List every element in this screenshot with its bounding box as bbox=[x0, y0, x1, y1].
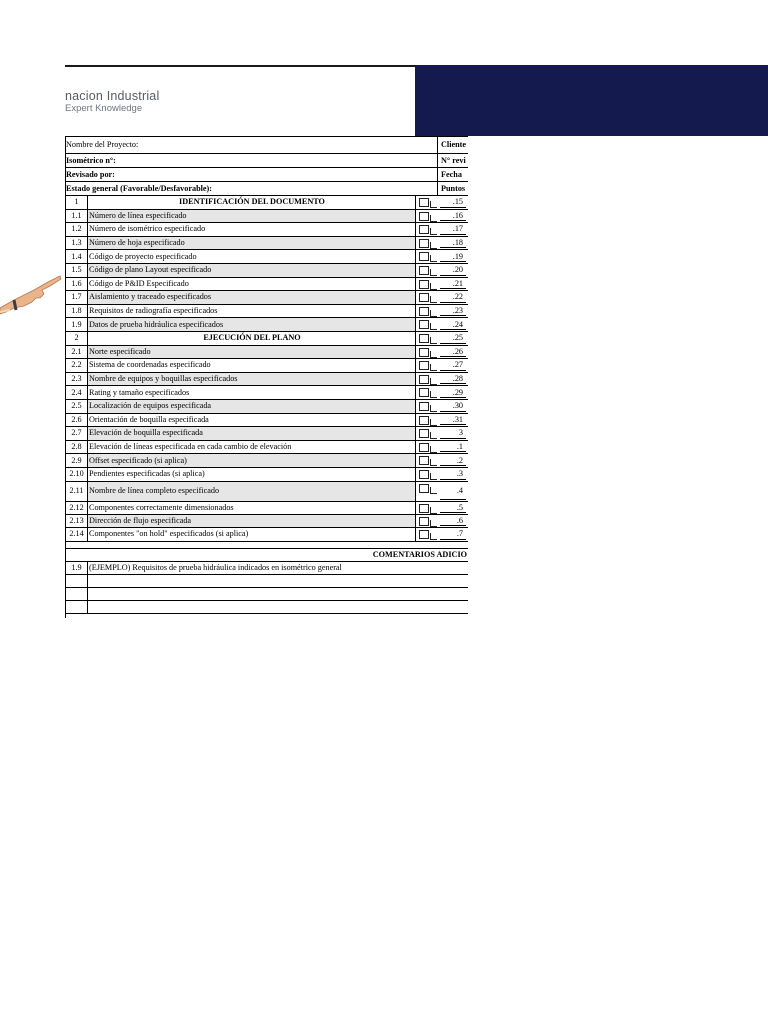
section-number: 1 bbox=[74, 197, 79, 207]
reference-underline bbox=[440, 207, 466, 208]
checkbox-tick-mark bbox=[430, 446, 437, 453]
item-number: 2.13 bbox=[69, 515, 84, 525]
reference-underline bbox=[440, 220, 466, 221]
status-checkbox[interactable] bbox=[419, 293, 429, 302]
status-checkbox[interactable] bbox=[419, 348, 429, 357]
comment-row bbox=[65, 575, 468, 588]
item-number: 2.4 bbox=[71, 387, 82, 397]
status-checkbox[interactable] bbox=[419, 225, 429, 234]
reference-underline bbox=[440, 465, 466, 466]
reference-code: .27 bbox=[452, 360, 463, 370]
reference-code: .2 bbox=[456, 455, 463, 465]
reference-code: .25 bbox=[452, 333, 463, 343]
reference-code: .30 bbox=[452, 401, 463, 411]
reference-code: .31 bbox=[452, 414, 463, 424]
checklist-row bbox=[65, 441, 468, 455]
checkbox-tick-mark bbox=[430, 533, 437, 540]
checklist-row bbox=[65, 414, 468, 428]
checkbox-tick-mark bbox=[430, 228, 437, 235]
checkbox-tick-mark bbox=[430, 337, 437, 344]
status-checkbox[interactable] bbox=[419, 334, 429, 343]
checkbox-tick-mark bbox=[430, 215, 437, 222]
item-description: Requisitos de radiografía especificados bbox=[89, 305, 218, 315]
reference-underline bbox=[440, 397, 466, 398]
section-title-cell bbox=[87, 332, 416, 345]
item-description-cell bbox=[87, 515, 416, 528]
checkbox-tick-mark bbox=[430, 419, 437, 426]
reference-underline bbox=[440, 525, 466, 526]
reference-code: .1 bbox=[456, 441, 463, 451]
reference-underline bbox=[440, 479, 466, 480]
checklist-divider bbox=[415, 196, 416, 542]
item-number: 2.7 bbox=[71, 428, 82, 438]
checkbox-tick-mark bbox=[430, 507, 437, 514]
reference-underline bbox=[440, 288, 466, 289]
checklist-row bbox=[65, 291, 468, 305]
item-description: Sistema de coordenadas especificado bbox=[89, 360, 211, 370]
comment-text-cell[interactable] bbox=[87, 601, 468, 613]
item-number: 1.3 bbox=[71, 237, 82, 247]
section-title-cell bbox=[87, 196, 416, 209]
item-description-cell bbox=[87, 441, 416, 454]
item-description: Número de hoja especificado bbox=[89, 237, 185, 247]
item-description: Orientación de boquilla especificada bbox=[89, 414, 209, 424]
reference-code: 3 bbox=[458, 428, 463, 438]
checkbox-tick-mark bbox=[430, 405, 437, 412]
header-row-project bbox=[65, 136, 468, 154]
item-number: 2.9 bbox=[71, 455, 82, 465]
comment-row bbox=[65, 601, 468, 614]
item-number: 2.1 bbox=[71, 346, 82, 356]
checkbox-tick-mark bbox=[430, 520, 437, 527]
item-description-cell bbox=[87, 318, 416, 331]
checklist-row bbox=[65, 502, 468, 515]
top-rule bbox=[65, 65, 416, 67]
item-description-cell bbox=[87, 291, 416, 304]
checklist-sheet bbox=[65, 136, 468, 618]
item-number: 2.14 bbox=[69, 529, 84, 539]
item-description-cell bbox=[87, 414, 416, 427]
item-description: Offset especificado (si aplica) bbox=[89, 455, 187, 465]
item-description: Localización de equipos especificada bbox=[89, 401, 212, 411]
checkbox-tick-mark bbox=[430, 255, 437, 262]
checkbox-tick-mark bbox=[430, 201, 437, 208]
reference-underline bbox=[440, 356, 466, 357]
reference-code: .4 bbox=[456, 485, 463, 495]
reference-code: .7 bbox=[456, 529, 463, 539]
status-checkbox[interactable] bbox=[419, 402, 429, 411]
reference-underline bbox=[440, 329, 466, 330]
item-description: Código de plano Layout especificado bbox=[89, 265, 212, 275]
status-checkbox[interactable] bbox=[419, 388, 429, 397]
header-row-status bbox=[65, 182, 468, 196]
item-description: Número de línea especificado bbox=[89, 210, 187, 220]
points-label: Puntos bbox=[441, 183, 466, 193]
reference-underline bbox=[440, 315, 466, 316]
status-checkbox[interactable] bbox=[419, 239, 429, 248]
item-description: Nombre de línea completo especificado bbox=[89, 485, 220, 495]
item-number: 2.6 bbox=[71, 414, 82, 424]
section-title: IDENTIFICACIÓN DEL DOCUMENTO bbox=[179, 197, 325, 207]
item-number: 1.9 bbox=[71, 319, 82, 329]
item-number: 2.8 bbox=[71, 441, 82, 451]
item-description-cell bbox=[87, 373, 416, 386]
checkbox-tick-mark bbox=[430, 283, 437, 290]
section-title: EJECUCIÓN DEL PLANO bbox=[203, 333, 301, 343]
comments-title: COMENTARIOS ADICIO bbox=[372, 549, 467, 559]
checkbox-tick-mark bbox=[430, 269, 437, 276]
checklist-row bbox=[65, 515, 468, 529]
item-description-cell bbox=[87, 482, 416, 501]
item-number: 2.2 bbox=[71, 360, 82, 370]
item-number: 2.10 bbox=[69, 469, 84, 479]
header-divider bbox=[437, 136, 438, 196]
status-checkbox[interactable] bbox=[419, 307, 429, 316]
comment-text-cell[interactable] bbox=[87, 588, 468, 600]
checklist-row bbox=[65, 454, 468, 468]
status-checkbox[interactable] bbox=[419, 484, 429, 493]
header-row-iso bbox=[65, 154, 468, 168]
reviewed-label: Revisado por: bbox=[66, 169, 115, 179]
reference-underline bbox=[440, 247, 466, 248]
reference-underline bbox=[440, 438, 466, 439]
project-label: Nombre del Proyecto: bbox=[66, 139, 139, 149]
reference-code: .23 bbox=[452, 305, 463, 315]
reference-underline bbox=[440, 302, 466, 303]
item-description: Elevación de líneas especificada en cada cambio de elevación bbox=[89, 441, 292, 451]
checklist-row bbox=[65, 468, 468, 482]
reference-code: .15 bbox=[452, 197, 463, 207]
reference-underline bbox=[440, 451, 466, 452]
status-checkbox[interactable] bbox=[419, 320, 429, 329]
checkbox-tick-mark bbox=[430, 242, 437, 249]
status-checkbox[interactable] bbox=[419, 470, 429, 479]
reference-code: .16 bbox=[452, 210, 463, 220]
comment-text-cell[interactable] bbox=[87, 562, 468, 574]
item-number: 1.1 bbox=[71, 210, 82, 220]
checkbox-tick-mark bbox=[430, 310, 437, 317]
checklist-row bbox=[65, 318, 468, 332]
reference-code: .28 bbox=[452, 373, 463, 383]
item-number: 2.12 bbox=[69, 502, 84, 512]
reference-underline bbox=[440, 411, 466, 412]
item-description-cell bbox=[87, 305, 416, 318]
checklist-row bbox=[65, 359, 468, 373]
status-checkbox[interactable] bbox=[419, 504, 429, 513]
checklist-row bbox=[65, 427, 468, 441]
revision-label: N° revi bbox=[441, 155, 466, 165]
reference-underline bbox=[440, 234, 466, 235]
checklist-row bbox=[65, 278, 468, 292]
reference-underline bbox=[440, 539, 466, 540]
reference-underline bbox=[440, 275, 466, 276]
reference-code: .17 bbox=[452, 224, 463, 234]
item-number: 1.8 bbox=[71, 305, 82, 315]
status-checkbox[interactable] bbox=[419, 443, 429, 452]
comments-header-row bbox=[65, 548, 468, 562]
checkbox-tick-mark bbox=[430, 432, 437, 439]
reference-underline bbox=[440, 424, 466, 425]
reference-code: .6 bbox=[456, 515, 463, 525]
item-description: Número de isométrico especificado bbox=[89, 224, 206, 234]
item-description-cell bbox=[87, 223, 416, 236]
status-checkbox[interactable] bbox=[419, 416, 429, 425]
item-description-cell bbox=[87, 210, 416, 223]
comment-text: (EJEMPLO) Requisitos de prueba hidráulica indicados en isométrico general bbox=[89, 562, 342, 572]
item-description: Datos de prueba hidráulica especificados bbox=[89, 319, 224, 329]
checklist-row bbox=[65, 264, 468, 278]
reference-underline bbox=[440, 512, 466, 513]
reference-code: .22 bbox=[452, 292, 463, 302]
status-checkbox[interactable] bbox=[419, 517, 429, 526]
item-description: Aislamiento y traceado especificados bbox=[89, 292, 212, 302]
checklist-row bbox=[65, 528, 468, 542]
item-number: 2.11 bbox=[69, 485, 84, 495]
reference-underline bbox=[440, 383, 466, 384]
section-number: 2 bbox=[74, 333, 79, 343]
checklist-row bbox=[65, 250, 468, 264]
item-description-cell bbox=[87, 528, 416, 541]
status-label: Estado general (Favorable/Desfavorable): bbox=[66, 183, 212, 193]
item-description-cell bbox=[87, 427, 416, 440]
checklist-row bbox=[65, 482, 468, 502]
status-checkbox[interactable] bbox=[419, 456, 429, 465]
header-row-reviewed bbox=[65, 168, 468, 182]
item-description: Elevación de boquilla especificada bbox=[89, 428, 203, 438]
client-label: Cliente bbox=[441, 139, 467, 149]
reference-code: .18 bbox=[452, 237, 463, 247]
item-number: 1.6 bbox=[71, 278, 82, 288]
reference-code: .21 bbox=[452, 278, 463, 288]
iso-label: Isométrico n°: bbox=[66, 155, 116, 165]
checkbox-tick-mark bbox=[430, 391, 437, 398]
checkbox-tick-mark bbox=[430, 378, 437, 385]
item-number: 1.2 bbox=[71, 224, 82, 234]
item-description: Código de proyecto especificado bbox=[89, 251, 197, 261]
item-description: Nombre de equipos y boquillas especificados bbox=[89, 373, 238, 383]
status-checkbox[interactable] bbox=[419, 375, 429, 384]
item-number: 1.4 bbox=[71, 251, 82, 261]
checklist-row bbox=[65, 346, 468, 360]
item-description-cell bbox=[87, 278, 416, 291]
item-number: 2.5 bbox=[71, 401, 82, 411]
item-description: Componentes correctamente dimensionados bbox=[89, 502, 234, 512]
status-checkbox[interactable] bbox=[419, 429, 429, 438]
reference-underline bbox=[440, 499, 466, 500]
item-description: Rating y tamaño especificados bbox=[89, 387, 190, 397]
item-number: 1.5 bbox=[71, 265, 82, 275]
checkbox-tick-mark bbox=[430, 323, 437, 330]
status-checkbox[interactable] bbox=[419, 530, 429, 539]
checkbox-tick-mark bbox=[430, 296, 437, 303]
section-row bbox=[65, 332, 468, 346]
logo-name: nacion Industrial bbox=[65, 89, 160, 103]
status-checkbox[interactable] bbox=[419, 266, 429, 275]
item-description-cell bbox=[87, 346, 416, 359]
date-label: Fecha bbox=[441, 169, 462, 179]
item-description: Pendientes especificadas (si aplica) bbox=[89, 469, 205, 479]
checklist-row bbox=[65, 305, 468, 319]
reference-code: .20 bbox=[452, 265, 463, 275]
status-checkbox[interactable] bbox=[419, 212, 429, 221]
checkbox-tick-mark bbox=[430, 364, 437, 371]
comment-row bbox=[65, 562, 468, 575]
item-description: Código de P&ID Especificado bbox=[89, 278, 189, 288]
comment-text-cell[interactable] bbox=[87, 575, 468, 587]
item-description-cell bbox=[87, 400, 416, 413]
item-description-cell bbox=[87, 359, 416, 372]
checklist-row bbox=[65, 210, 468, 224]
item-description-cell bbox=[87, 502, 416, 514]
status-checkbox[interactable] bbox=[419, 361, 429, 370]
reference-code: .29 bbox=[452, 387, 463, 397]
reference-underline bbox=[440, 370, 466, 371]
status-checkbox[interactable] bbox=[419, 252, 429, 261]
checkbox-tick-mark bbox=[430, 487, 437, 494]
item-description-cell bbox=[87, 468, 416, 481]
reference-underline bbox=[440, 343, 466, 344]
reference-code: .26 bbox=[452, 346, 463, 356]
item-number: 2.3 bbox=[71, 373, 82, 383]
item-description: Componentes "on hold" especificados (si aplica) bbox=[89, 529, 249, 539]
comment-row bbox=[65, 588, 468, 601]
header-banner bbox=[415, 65, 768, 136]
item-description-cell bbox=[87, 386, 416, 399]
item-description-cell bbox=[87, 250, 416, 263]
reference-code: .3 bbox=[456, 469, 463, 479]
reference-code: .19 bbox=[452, 251, 463, 261]
status-checkbox[interactable] bbox=[419, 198, 429, 207]
checklist-row bbox=[65, 373, 468, 387]
reference-underline bbox=[440, 261, 466, 262]
pointing-hand-icon bbox=[0, 268, 62, 328]
checkbox-tick-mark bbox=[430, 473, 437, 480]
reference-code: .5 bbox=[456, 502, 463, 512]
checkbox-tick-mark bbox=[430, 351, 437, 358]
checklist-row bbox=[65, 386, 468, 400]
item-description: Dirección de flujo especificada bbox=[89, 515, 192, 525]
item-description-cell bbox=[87, 264, 416, 277]
checklist-row bbox=[65, 223, 468, 237]
item-number: 1.7 bbox=[71, 292, 82, 302]
checklist-row bbox=[65, 237, 468, 251]
status-checkbox[interactable] bbox=[419, 280, 429, 289]
comment-number: 1.9 bbox=[71, 562, 82, 572]
item-description-cell bbox=[87, 454, 416, 467]
item-description: Norte especificado bbox=[89, 346, 151, 356]
item-description-cell bbox=[87, 237, 416, 250]
logo-tagline: Expert Knowledge bbox=[65, 103, 143, 114]
checkbox-tick-mark bbox=[430, 459, 437, 466]
checklist-row bbox=[65, 400, 468, 414]
reference-code: .24 bbox=[452, 319, 463, 329]
section-row bbox=[65, 196, 468, 210]
